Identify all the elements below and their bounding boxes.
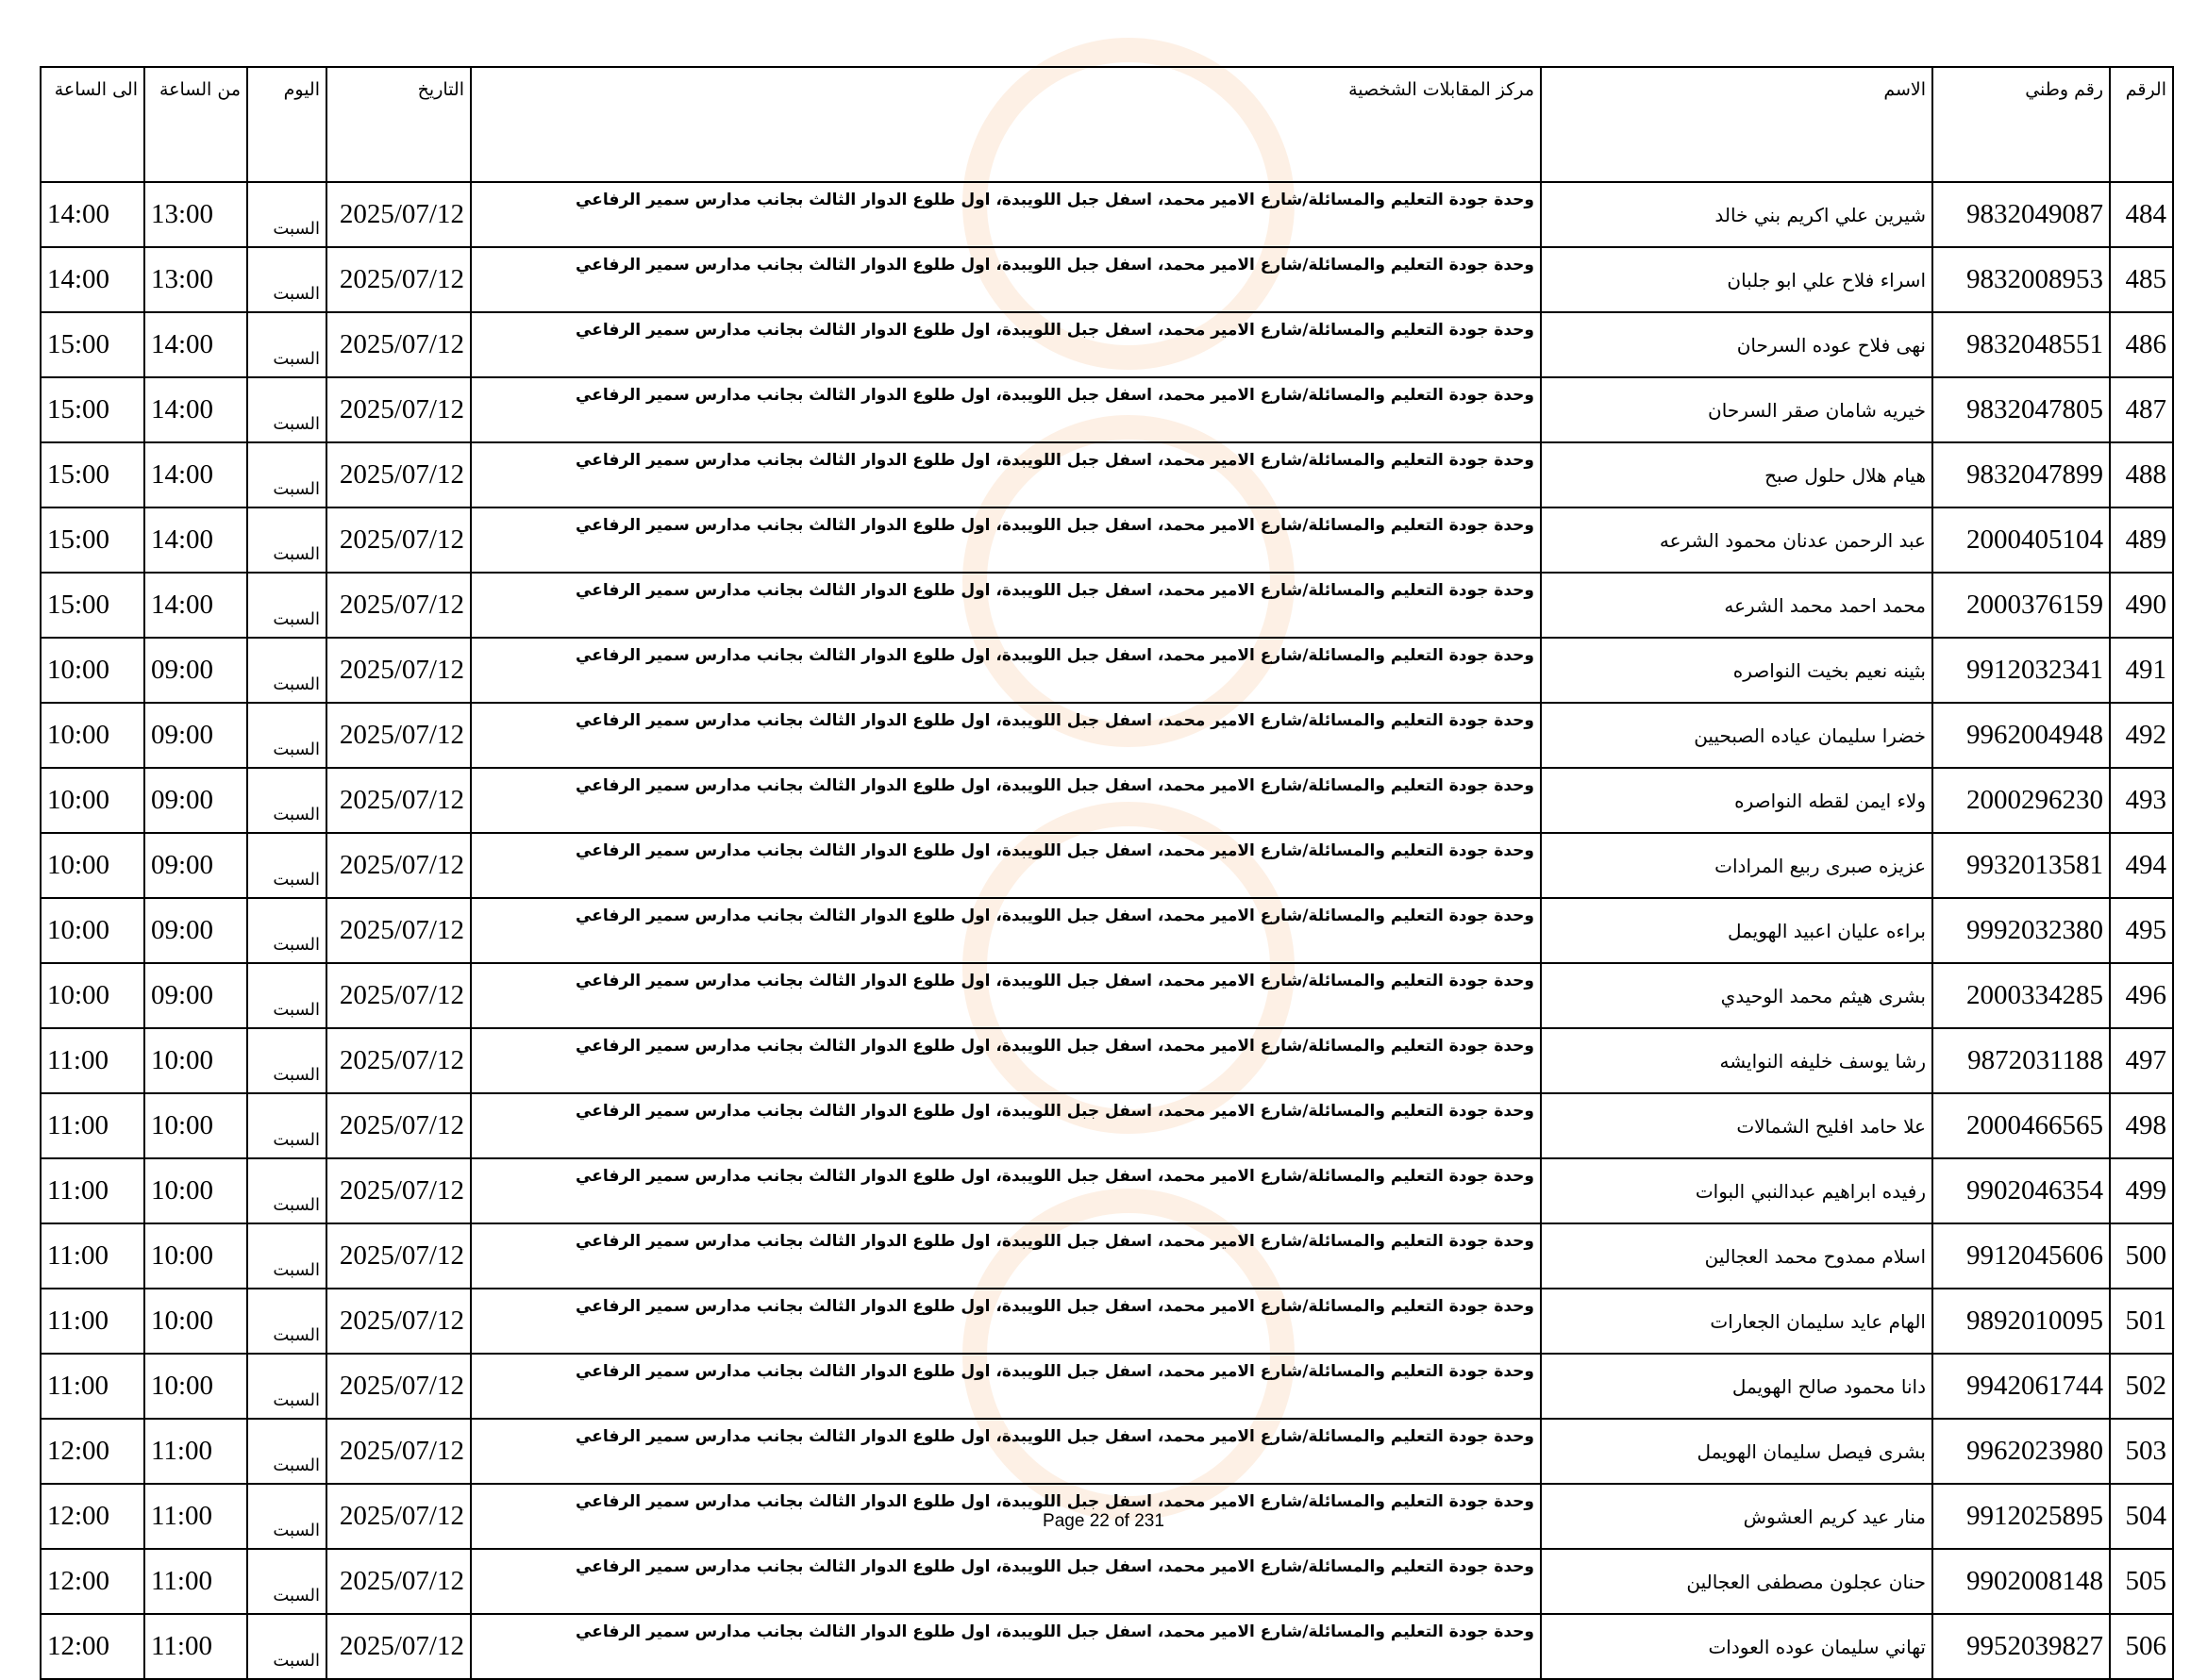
row-number: 493 — [2110, 768, 2173, 833]
national-id: 9832049087 — [1932, 182, 2110, 247]
row-number: 494 — [2110, 833, 2173, 898]
from-time: 09:00 — [144, 703, 247, 768]
interview-center: وحدة جودة التعليم والمسائلة/شارع الامير محمد، اسفل جبل اللويبدة، اول طلوع الدوار الثالث بجانب مدارس سمير الرفاعي — [471, 312, 1541, 377]
applicant-name: شيرين علي اكريم بني خالد — [1541, 182, 1932, 247]
table-row — [41, 1223, 2173, 1289]
from-time: 10:00 — [144, 1223, 247, 1289]
table-row — [41, 1419, 2173, 1484]
interview-date: 2025/07/12 — [326, 833, 471, 898]
interview-date: 2025/07/12 — [326, 182, 471, 247]
applicant-name: نهى فلاح عوده السرحان — [1541, 312, 1932, 377]
from-time: 14:00 — [144, 442, 247, 507]
interview-day: السبت — [247, 638, 326, 703]
national-id: 2000296230 — [1932, 768, 2110, 833]
interview-date: 2025/07/12 — [326, 312, 471, 377]
interview-day: السبت — [247, 1549, 326, 1614]
applicant-name: بشرى فيصل سليمان الهويمل — [1541, 1419, 1932, 1484]
applicant-name: هيام هلال حلول صبح — [1541, 442, 1932, 507]
interview-center: وحدة جودة التعليم والمسائلة/شارع الامير محمد، اسفل جبل اللويبدة، اول طلوع الدوار الثالث بجانب مدارس سمير الرفاعي — [471, 1093, 1541, 1158]
interview-date: 2025/07/12 — [326, 1093, 471, 1158]
interview-center: وحدة جودة التعليم والمسائلة/شارع الامير محمد، اسفل جبل اللويبدة، اول طلوع الدوار الثالث بجانب مدارس سمير الرفاعي — [471, 1419, 1541, 1484]
from-time: 11:00 — [144, 1549, 247, 1614]
interview-center: وحدة جودة التعليم والمسائلة/شارع الامير محمد، اسفل جبل اللويبدة، اول طلوع الدوار الثالث بجانب مدارس سمير الرفاعي — [471, 1614, 1541, 1679]
to-time: 14:00 — [41, 182, 144, 247]
interview-date: 2025/07/12 — [326, 1158, 471, 1223]
interview-center: وحدة جودة التعليم والمسائلة/شارع الامير محمد، اسفل جبل اللويبدة، اول طلوع الدوار الثالث بجانب مدارس سمير الرفاعي — [471, 1549, 1541, 1614]
interview-center: وحدة جودة التعليم والمسائلة/شارع الامير محمد، اسفل جبل اللويبدة، اول طلوع الدوار الثالث بجانب مدارس سمير الرفاعي — [471, 638, 1541, 703]
to-time: 11:00 — [41, 1223, 144, 1289]
applicant-name: بثينه نعيم بخيت النواصره — [1541, 638, 1932, 703]
from-time: 10:00 — [144, 1028, 247, 1093]
to-time: 10:00 — [41, 833, 144, 898]
applicant-name: اسلام ممدوح محمد العجالين — [1541, 1223, 1932, 1289]
interview-day: السبت — [247, 703, 326, 768]
from-time: 09:00 — [144, 898, 247, 963]
interview-date: 2025/07/12 — [326, 1354, 471, 1419]
interview-day: السبت — [247, 1484, 326, 1549]
table-row — [41, 247, 2173, 312]
interview-center: وحدة جودة التعليم والمسائلة/شارع الامير محمد، اسفل جبل اللويبدة، اول طلوع الدوار الثالث بجانب مدارس سمير الرفاعي — [471, 1484, 1541, 1549]
row-number: 495 — [2110, 898, 2173, 963]
interview-day: السبت — [247, 182, 326, 247]
row-number: 497 — [2110, 1028, 2173, 1093]
row-number: 504 — [2110, 1484, 2173, 1549]
national-id: 2000405104 — [1932, 507, 2110, 573]
interview-schedule-table — [40, 66, 2174, 1680]
applicant-name: عبد الرحمن عدنان محمود الشرعه — [1541, 507, 1932, 573]
row-number: 506 — [2110, 1614, 2173, 1679]
interview-day: السبت — [247, 1354, 326, 1419]
interview-day: السبت — [247, 1223, 326, 1289]
row-number: 500 — [2110, 1223, 2173, 1289]
interview-center: وحدة جودة التعليم والمسائلة/شارع الامير محمد، اسفل جبل اللويبدة، اول طلوع الدوار الثالث بجانب مدارس سمير الرفاعي — [471, 507, 1541, 573]
header-num: الرقم — [2110, 67, 2173, 182]
applicant-name: خضرا سليمان عياده الصبحيين — [1541, 703, 1932, 768]
national-id: 9892010095 — [1932, 1289, 2110, 1354]
interview-center: وحدة جودة التعليم والمسائلة/شارع الامير محمد، اسفل جبل اللويبدة، اول طلوع الدوار الثالث بجانب مدارس سمير الرفاعي — [471, 442, 1541, 507]
table-row — [41, 377, 2173, 442]
interview-day: السبت — [247, 573, 326, 638]
national-id: 9832048551 — [1932, 312, 2110, 377]
interview-date: 2025/07/12 — [326, 1289, 471, 1354]
row-number: 486 — [2110, 312, 2173, 377]
national-id: 9912045606 — [1932, 1223, 2110, 1289]
to-time: 10:00 — [41, 638, 144, 703]
header-day: اليوم — [247, 67, 326, 182]
table-row — [41, 1289, 2173, 1354]
interview-day: السبت — [247, 247, 326, 312]
interview-center: وحدة جودة التعليم والمسائلة/شارع الامير محمد، اسفل جبل اللويبدة، اول طلوع الدوار الثالث بجانب مدارس سمير الرفاعي — [471, 182, 1541, 247]
interview-center: وحدة جودة التعليم والمسائلة/شارع الامير محمد، اسفل جبل اللويبدة، اول طلوع الدوار الثالث بجانب مدارس سمير الرفاعي — [471, 703, 1541, 768]
from-time: 10:00 — [144, 1093, 247, 1158]
interview-date: 2025/07/12 — [326, 768, 471, 833]
interview-date: 2025/07/12 — [326, 377, 471, 442]
national-id: 9912032341 — [1932, 638, 2110, 703]
national-id: 9832008953 — [1932, 247, 2110, 312]
to-time: 15:00 — [41, 442, 144, 507]
table-row — [41, 1093, 2173, 1158]
national-id: 9912025895 — [1932, 1484, 2110, 1549]
header-national-id: رقم وطني — [1932, 67, 2110, 182]
interview-date: 2025/07/12 — [326, 507, 471, 573]
interview-center: وحدة جودة التعليم والمسائلة/شارع الامير محمد، اسفل جبل اللويبدة، اول طلوع الدوار الثالث بجانب مدارس سمير الرفاعي — [471, 1354, 1541, 1419]
to-time: 11:00 — [41, 1289, 144, 1354]
table-row — [41, 963, 2173, 1028]
applicant-name: تهاني سليمان عوده العودات — [1541, 1614, 1932, 1679]
applicant-name: اسراء فلاح علي ابو جلبان — [1541, 247, 1932, 312]
table-row — [41, 1028, 2173, 1093]
interview-day: السبت — [247, 377, 326, 442]
to-time: 11:00 — [41, 1158, 144, 1223]
interview-center: وحدة جودة التعليم والمسائلة/شارع الامير محمد، اسفل جبل اللويبدة، اول طلوع الدوار الثالث بجانب مدارس سمير الرفاعي — [471, 833, 1541, 898]
interview-day: السبت — [247, 1093, 326, 1158]
applicant-name: رفيده ابراهيم عبدالنبي البوات — [1541, 1158, 1932, 1223]
from-time: 09:00 — [144, 833, 247, 898]
to-time: 10:00 — [41, 963, 144, 1028]
applicant-name: براءه عليان اعبيد الهويمل — [1541, 898, 1932, 963]
header-row — [41, 67, 2173, 182]
interview-date: 2025/07/12 — [326, 247, 471, 312]
table-row — [41, 1158, 2173, 1223]
to-time: 11:00 — [41, 1354, 144, 1419]
row-number: 502 — [2110, 1354, 2173, 1419]
national-id: 2000334285 — [1932, 963, 2110, 1028]
to-time: 12:00 — [41, 1419, 144, 1484]
row-number: 488 — [2110, 442, 2173, 507]
row-number: 485 — [2110, 247, 2173, 312]
from-time: 10:00 — [144, 1354, 247, 1419]
interview-date: 2025/07/12 — [326, 898, 471, 963]
interview-day: السبت — [247, 768, 326, 833]
interview-date: 2025/07/12 — [326, 638, 471, 703]
table-row — [41, 1354, 2173, 1419]
interview-day: السبت — [247, 963, 326, 1028]
interview-day: السبت — [247, 1419, 326, 1484]
to-time: 15:00 — [41, 507, 144, 573]
interview-center: وحدة جودة التعليم والمسائلة/شارع الامير محمد، اسفل جبل اللويبدة، اول طلوع الدوار الثالث بجانب مدارس سمير الرفاعي — [471, 1028, 1541, 1093]
interview-day: السبت — [247, 898, 326, 963]
to-time: 15:00 — [41, 312, 144, 377]
interview-date: 2025/07/12 — [326, 1028, 471, 1093]
from-time: 09:00 — [144, 768, 247, 833]
national-id: 2000376159 — [1932, 573, 2110, 638]
interview-date: 2025/07/12 — [326, 442, 471, 507]
row-number: 487 — [2110, 377, 2173, 442]
to-time: 11:00 — [41, 1028, 144, 1093]
applicant-name: بشرى هيثم محمد الوحيدي — [1541, 963, 1932, 1028]
table-row — [41, 898, 2173, 963]
from-time: 14:00 — [144, 507, 247, 573]
row-number: 490 — [2110, 573, 2173, 638]
header-from: من الساعة — [144, 67, 247, 182]
national-id: 9832047899 — [1932, 442, 2110, 507]
interview-date: 2025/07/12 — [326, 703, 471, 768]
applicant-name: ولاء ايمن لقطه النواصره — [1541, 768, 1932, 833]
from-time: 09:00 — [144, 638, 247, 703]
national-id: 9962023980 — [1932, 1419, 2110, 1484]
to-time: 12:00 — [41, 1549, 144, 1614]
national-id: 9992032380 — [1932, 898, 2110, 963]
national-id: 2000466565 — [1932, 1093, 2110, 1158]
applicant-name: الهام عايد سليمان الجعارات — [1541, 1289, 1932, 1354]
header-to: الى الساعة — [41, 67, 144, 182]
header-name: الاسم — [1541, 67, 1932, 182]
row-number: 492 — [2110, 703, 2173, 768]
table-row — [41, 182, 2173, 247]
table-row — [41, 768, 2173, 833]
to-time: 15:00 — [41, 377, 144, 442]
table-row — [41, 1614, 2173, 1679]
row-number: 491 — [2110, 638, 2173, 703]
table-row — [41, 312, 2173, 377]
to-time: 10:00 — [41, 703, 144, 768]
interview-day: السبت — [247, 833, 326, 898]
from-time: 10:00 — [144, 1289, 247, 1354]
interview-day: السبت — [247, 1614, 326, 1679]
to-time: 10:00 — [41, 768, 144, 833]
applicant-name: حنان عجلون مصطفى العجالين — [1541, 1549, 1932, 1614]
applicant-name: محمد احمد محمد الشرعه — [1541, 573, 1932, 638]
national-id: 9962004948 — [1932, 703, 2110, 768]
national-id: 9832047805 — [1932, 377, 2110, 442]
national-id: 9902046354 — [1932, 1158, 2110, 1223]
from-time: 13:00 — [144, 247, 247, 312]
from-time: 09:00 — [144, 963, 247, 1028]
table-row — [41, 638, 2173, 703]
row-number: 499 — [2110, 1158, 2173, 1223]
from-time: 14:00 — [144, 377, 247, 442]
to-time: 12:00 — [41, 1614, 144, 1679]
row-number: 496 — [2110, 963, 2173, 1028]
applicant-name: دانا محمود صالح الهويمل — [1541, 1354, 1932, 1419]
table-row — [41, 1549, 2173, 1614]
to-time: 15:00 — [41, 573, 144, 638]
from-time: 14:00 — [144, 573, 247, 638]
row-number: 501 — [2110, 1289, 2173, 1354]
national-id: 9902008148 — [1932, 1549, 2110, 1614]
header-date: التاريخ — [326, 67, 471, 182]
from-time: 11:00 — [144, 1484, 247, 1549]
interview-day: السبت — [247, 442, 326, 507]
from-time: 14:00 — [144, 312, 247, 377]
applicant-name: علا حامد افليح الشمالات — [1541, 1093, 1932, 1158]
interview-center: وحدة جودة التعليم والمسائلة/شارع الامير محمد، اسفل جبل اللويبدة، اول طلوع الدوار الثالث بجانب مدارس سمير الرفاعي — [471, 1223, 1541, 1289]
interview-day: السبت — [247, 1289, 326, 1354]
national-id: 9942061744 — [1932, 1354, 2110, 1419]
applicant-name: منار عيد كريم العشوش — [1541, 1484, 1932, 1549]
page-number: Page 22 of 231 — [1043, 1511, 1164, 1531]
row-number: 489 — [2110, 507, 2173, 573]
table-row — [41, 573, 2173, 638]
interview-day: السبت — [247, 1158, 326, 1223]
applicant-name: خيريه شامان صقر السرحان — [1541, 377, 1932, 442]
applicant-name: عزيزه صبرى ربيع المرادات — [1541, 833, 1932, 898]
interview-date: 2025/07/12 — [326, 963, 471, 1028]
national-id: 9872031188 — [1932, 1028, 2110, 1093]
row-number: 484 — [2110, 182, 2173, 247]
interview-date: 2025/07/12 — [326, 1614, 471, 1679]
interview-center: وحدة جودة التعليم والمسائلة/شارع الامير محمد، اسفل جبل اللويبدة، اول طلوع الدوار الثالث بجانب مدارس سمير الرفاعي — [471, 1289, 1541, 1354]
interview-day: السبت — [247, 312, 326, 377]
table-row — [41, 507, 2173, 573]
interview-date: 2025/07/12 — [326, 1419, 471, 1484]
interview-date: 2025/07/12 — [326, 1549, 471, 1614]
to-time: 10:00 — [41, 898, 144, 963]
table-row — [41, 833, 2173, 898]
national-id: 9952039827 — [1932, 1614, 2110, 1679]
interview-center: وحدة جودة التعليم والمسائلة/شارع الامير محمد، اسفل جبل اللويبدة، اول طلوع الدوار الثالث بجانب مدارس سمير الرفاعي — [471, 898, 1541, 963]
interview-day: السبت — [247, 1028, 326, 1093]
national-id: 9932013581 — [1932, 833, 2110, 898]
to-time: 11:00 — [41, 1093, 144, 1158]
from-time: 11:00 — [144, 1419, 247, 1484]
interview-center: وحدة جودة التعليم والمسائلة/شارع الامير محمد، اسفل جبل اللويبدة، اول طلوع الدوار الثالث بجانب مدارس سمير الرفاعي — [471, 377, 1541, 442]
row-number: 505 — [2110, 1549, 2173, 1614]
table-row — [41, 703, 2173, 768]
interview-center: وحدة جودة التعليم والمسائلة/شارع الامير محمد، اسفل جبل اللويبدة، اول طلوع الدوار الثالث بجانب مدارس سمير الرفاعي — [471, 573, 1541, 638]
interview-center: وحدة جودة التعليم والمسائلة/شارع الامير محمد، اسفل جبل اللويبدة، اول طلوع الدوار الثالث بجانب مدارس سمير الرفاعي — [471, 1158, 1541, 1223]
table-row — [41, 442, 2173, 507]
interview-center: وحدة جودة التعليم والمسائلة/شارع الامير محمد، اسفل جبل اللويبدة، اول طلوع الدوار الثالث بجانب مدارس سمير الرفاعي — [471, 963, 1541, 1028]
to-time: 14:00 — [41, 247, 144, 312]
from-time: 10:00 — [144, 1158, 247, 1223]
interview-date: 2025/07/12 — [326, 1223, 471, 1289]
from-time: 11:00 — [144, 1614, 247, 1679]
row-number: 503 — [2110, 1419, 2173, 1484]
applicant-name: رشا يوسف خليفه النوايشه — [1541, 1028, 1932, 1093]
from-time: 13:00 — [144, 182, 247, 247]
row-number: 498 — [2110, 1093, 2173, 1158]
interview-date: 2025/07/12 — [326, 1484, 471, 1549]
header-center: مركز المقابلات الشخصية — [471, 67, 1541, 182]
interview-center: وحدة جودة التعليم والمسائلة/شارع الامير محمد، اسفل جبل اللويبدة، اول طلوع الدوار الثالث بجانب مدارس سمير الرفاعي — [471, 247, 1541, 312]
interview-date: 2025/07/12 — [326, 573, 471, 638]
interview-center: وحدة جودة التعليم والمسائلة/شارع الامير محمد، اسفل جبل اللويبدة، اول طلوع الدوار الثالث بجانب مدارس سمير الرفاعي — [471, 768, 1541, 833]
to-time: 12:00 — [41, 1484, 144, 1549]
interview-day: السبت — [247, 507, 326, 573]
